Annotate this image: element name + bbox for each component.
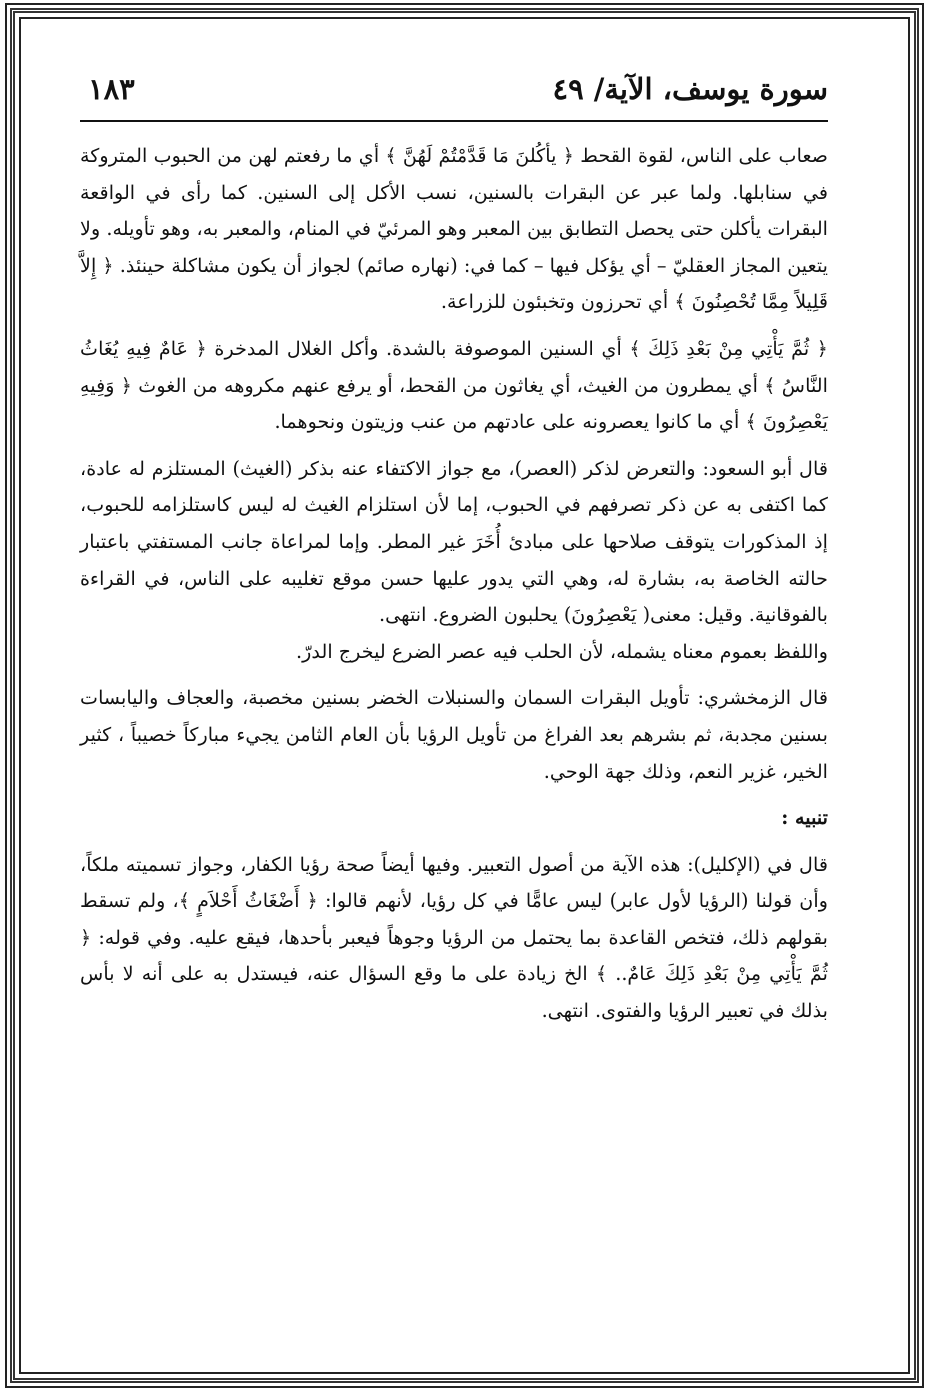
paragraph-zamakhshari-quote: قال الزمخشري: تأويل البقرات السمان والسنبلات الخضر بسنين مخصبة، والعجاف واليابسات بسنين مجدبة، ثم بشرهم بعد الفراغ من تأويل الرؤيا بأن العام الثامن يجيء مباركاً خصيباً ، كثير الخير، غزير النعم، وذلك جهة الوحي. bbox=[80, 686, 828, 783]
note-heading: تنبيه : bbox=[781, 806, 828, 830]
paragraph-tafsir-continuation: صعاب على الناس، لقوة القحط ﴿ يأكُلنَ مَا قَدَّمْتُمْ لَهُنَّ ﴾ أي ما رفعتم لهن من الحبوب المتروكة في سنابلها. ولما عبر عن البقرات بالسنين، نسب الأكل إلى السنين. كما رأى في الواقعة البقرات يأكلن حتى يحصل التطابق بين المعبر وهو المرئيّ في المنام، والمعبر به، وهو تأويله. ولا يتعين المجاز العقليّ – أي يؤكل فيها – كما في: (نهاره صائم) لجواز أن يكون مشاكلة حينئذ. ﴿ إِلاَّ قَلِيلاً مِمَّا تُحْصِنُونَ ﴾ أي تحرزون وتخبئون للزراعة. bbox=[80, 144, 828, 314]
paragraph-note: واللفظ بعموم معناه يشمله، لأن الحلب فيه عصر الضرع ليخرج الدرّ. bbox=[296, 639, 828, 663]
page-number: ١٨٣ bbox=[88, 72, 135, 106]
page-header bbox=[80, 62, 828, 122]
paragraph-abu-saud-quote: قال أبو السعود: والتعرض لذكر (العصر)، مع جواز الاكتفاء عنه بذكر (الغيث) المستلزم له عادة، كما اكتفى به عن ذكر تصرفهم في الحبوب، إما لأن استلزام الغيث له ليس كاستلزامه للحبوب، إذ المذكورات يتوقف صلاحها على مبادئ أُخَرَ غير المطر. وإما لمراعاة جانب المستفتي باعتبار حالته الخاصة به، بشارة له، وهي التي يدور عليها حسن موقع تغليبه على الناس، في القراءة بالفوقانية. وقيل: معنى( يَعْصِرُونَ) يحلبون الضروع. انتهى. bbox=[80, 456, 828, 627]
page-body bbox=[80, 138, 828, 1030]
running-title: سورة يوسف، الآية/ ٤٩ bbox=[552, 72, 828, 106]
paragraph-iklil-quote: قال في (الإكليل): هذه الآية من أصول التعبير. وفيها أيضاً صحة رؤيا الكفار، وجواز تسميته ملكاً، وأن قولنا (الرؤيا لأول عابر) ليس عامًّا في كل رؤيا، لأنهم قالوا: ﴿ أَضْغَاثُ أَحْلاَمٍ ﴾، ولم تسقط بقولهم ذلك، فتخص القاعدة بما يحتمل من الرؤيا وجوهاً فيعبر بأحدها، فيقع عليه. وفي قوله: ﴿ ثُمَّ يَأْتِي مِنْ بَعْدِ ذَلِكَ عَامٌ.. ﴾ الخ زيادة على ما وقع السؤال عنه، فيستدل به على أنه لا بأس بذلك في تعبير الرؤيا والفتوى. انتهى. bbox=[80, 852, 828, 1023]
book-page bbox=[80, 62, 828, 1352]
paragraph-verse-explanation: ﴿ ثُمَّ يَأْتِي مِنْ بَعْدِ ذَلِكَ ﴾ أي السنين الموصوفة بالشدة. وأكل الغلال المدخرة ﴿ عَامٌ فِيهِ يُغَاثُ النَّاسُ ﴾ أي يمطرون من الغيث، أي يغاثون من القحط، أو يرفع عنهم مكروهه من الغوث ﴿ وَفِيهِ يَعْصِرُونَ ﴾ أي ما كانوا يعصرونه على عادتهم من عنب وزيتون ونحوهما. bbox=[80, 336, 828, 434]
